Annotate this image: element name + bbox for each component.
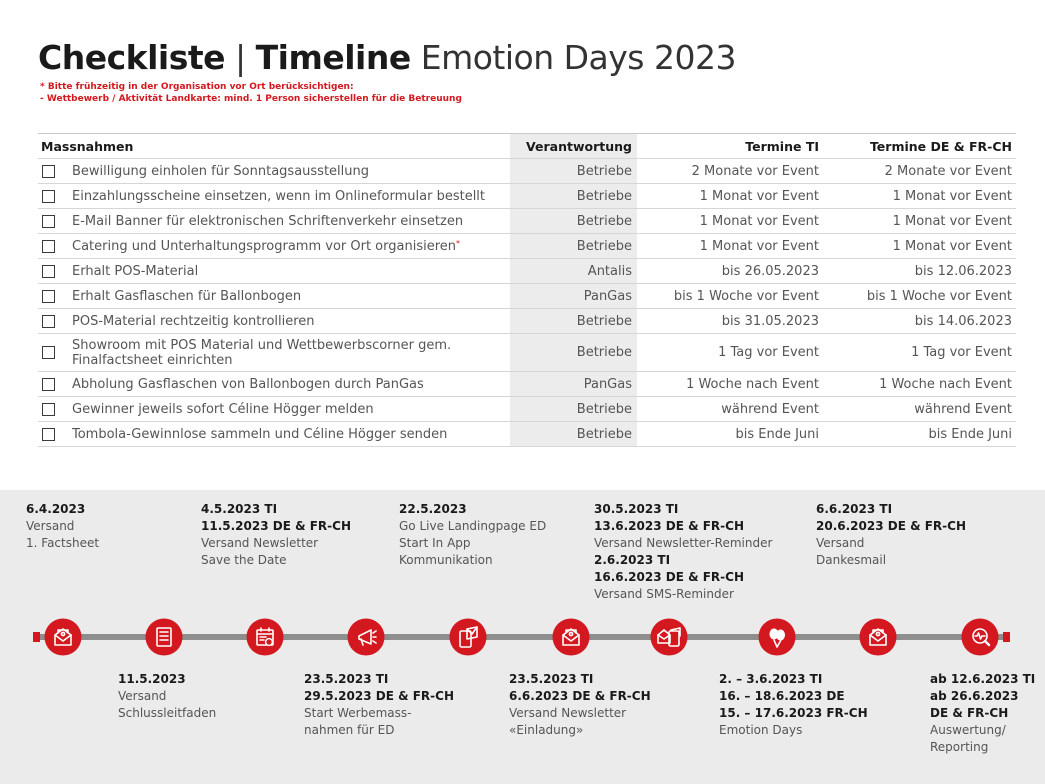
- competition-note: - Wettbewerb / Aktivität Landkarte: mind. 1 Person sicherstellen für die Betreuung: [40, 94, 462, 104]
- event-description: Versand Newsletter: [201, 536, 319, 550]
- termine-de-cell: 1 Tag vor Event: [825, 334, 1016, 372]
- task-checkbox[interactable]: [42, 315, 55, 328]
- termine-ti-cell: bis 26.05.2023: [637, 259, 825, 284]
- owner-cell: Betriebe: [510, 159, 637, 184]
- termine-de-cell: während Event: [825, 397, 1016, 422]
- task-cell: [38, 397, 510, 422]
- table-row: [38, 422, 1016, 447]
- event-description: Emotion Days: [719, 723, 803, 737]
- table-row: [38, 184, 1016, 209]
- event-date: 22.5.2023: [399, 502, 467, 516]
- task-checkbox[interactable]: [42, 165, 55, 178]
- calendar-icon: [246, 618, 284, 656]
- task-label: Showroom mit POS Material und Wettbewerbscorner gem. Finalfactsheet einrichten: [72, 337, 452, 368]
- task-label: Gewinner jeweils sofort Céline Högger melden: [72, 401, 374, 417]
- event-description: «Einladung»: [509, 723, 584, 737]
- event-date: 29.5.2023 DE & FR-CH: [304, 689, 454, 703]
- event-date: 16. – 18.6.2023 DE: [719, 689, 845, 703]
- event-description: Reporting: [930, 740, 989, 754]
- owner-cell: Betriebe: [510, 209, 637, 234]
- termine-ti-cell: bis 31.05.2023: [637, 309, 825, 334]
- event-description: Kommunikation: [399, 553, 493, 567]
- timeline-event: [304, 671, 454, 739]
- task-checkbox[interactable]: [42, 265, 55, 278]
- termine-de-cell: bis Ende Juni: [825, 422, 1016, 447]
- owner-cell: Betriebe: [510, 309, 637, 334]
- table-row: [38, 334, 1016, 372]
- timeline-end-cap: [1003, 632, 1010, 642]
- event-date: ab 12.6.2023 TI: [930, 672, 1036, 686]
- timeline-event: [399, 501, 546, 569]
- termine-de-cell: bis 1 Woche vor Event: [825, 284, 1016, 309]
- task-cell: [38, 234, 510, 259]
- table-row: [38, 234, 1016, 259]
- analytics-icon: [961, 618, 999, 656]
- owner-cell: Betriebe: [510, 397, 637, 422]
- termine-de-cell: 1 Monat vor Event: [825, 234, 1016, 259]
- task-checkbox[interactable]: [42, 378, 55, 391]
- task-cell: [38, 209, 510, 234]
- timeline-event: [719, 671, 868, 739]
- task-checkbox[interactable]: [42, 290, 55, 303]
- event-date: 11.5.2023 DE & FR-CH: [201, 519, 351, 533]
- event-date: 13.6.2023 DE & FR-CH: [594, 519, 744, 533]
- task-label: Erhalt POS-Material: [72, 263, 199, 279]
- email-mobile-icon: [650, 618, 688, 656]
- task-checkbox[interactable]: [42, 403, 55, 416]
- email-icon: [859, 618, 897, 656]
- event-description: Versand: [26, 519, 75, 533]
- termine-ti-cell: bis Ende Juni: [637, 422, 825, 447]
- termine-de-cell: 1 Monat vor Event: [825, 209, 1016, 234]
- document-list-icon: [145, 618, 183, 656]
- timeline-event: [26, 501, 99, 552]
- event-description: Versand SMS-Reminder: [594, 587, 734, 601]
- table-row: [38, 284, 1016, 309]
- task-checkbox[interactable]: [42, 428, 55, 441]
- table-row: [38, 372, 1016, 397]
- termine-ti-cell: 1 Tag vor Event: [637, 334, 825, 372]
- task-label: Bewilligung einholen für Sonntagsausstellung: [72, 163, 370, 179]
- event-description: Versand: [816, 536, 865, 550]
- event-date: 23.5.2023 TI: [509, 672, 594, 686]
- termine-ti-cell: während Event: [637, 397, 825, 422]
- termine-ti-cell: 1 Monat vor Event: [637, 184, 825, 209]
- termine-de-cell: 1 Monat vor Event: [825, 184, 1016, 209]
- task-cell: [38, 334, 510, 372]
- event-date: 2.6.2023 TI: [594, 553, 671, 567]
- event-date: 6.6.2023 DE & FR-CH: [509, 689, 651, 703]
- termine-de-cell: 1 Woche nach Event: [825, 372, 1016, 397]
- timeline-event: [509, 671, 651, 739]
- task-cell: [38, 284, 510, 309]
- footnote-star: *: [456, 238, 461, 248]
- table-row: [38, 259, 1016, 284]
- event-date: ab 26.6.2023: [930, 689, 1019, 703]
- task-label: Einzahlungsscheine einsetzen, wenn im Onlineformular bestellt: [72, 188, 486, 204]
- task-checkbox[interactable]: [42, 346, 55, 359]
- termine-ti-cell: bis 1 Woche vor Event: [637, 284, 825, 309]
- termine-ti-cell: 2 Monate vor Event: [637, 159, 825, 184]
- task-checkbox[interactable]: [42, 190, 55, 203]
- event-description: Dankesmail: [816, 553, 887, 567]
- task-label: Catering und Unterhaltungsprogramm vor Ort organisieren*: [72, 238, 461, 254]
- event-date: 20.6.2023 DE & FR-CH: [816, 519, 966, 533]
- task-cell: [38, 159, 510, 184]
- termine-de-cell: bis 12.06.2023: [825, 259, 1016, 284]
- owner-cell: Antalis: [510, 259, 637, 284]
- table-row: [38, 397, 1016, 422]
- owner-cell: Betriebe: [510, 422, 637, 447]
- timeline-event: [930, 671, 1035, 756]
- event-description: Start Werbemass-: [304, 706, 412, 720]
- task-cell: [38, 184, 510, 209]
- event-description: Versand Newsletter-Reminder: [594, 536, 773, 550]
- termine-ti-cell: 1 Woche nach Event: [637, 372, 825, 397]
- task-cell: [38, 372, 510, 397]
- timeline-event: [594, 501, 772, 603]
- event-date: 16.6.2023 DE & FR-CH: [594, 570, 744, 584]
- page-title: Checkliste | Timeline Emotion Days 2023: [38, 38, 736, 77]
- event-description: Versand Newsletter: [509, 706, 627, 720]
- termine-ti-cell: 1 Monat vor Event: [637, 234, 825, 259]
- owner-cell: Betriebe: [510, 334, 637, 372]
- event-date: 15. – 17.6.2023 FR-CH: [719, 706, 868, 720]
- timeline-event: [201, 501, 351, 569]
- task-label: Abholung Gasflaschen von Ballonbogen durch PanGas: [72, 376, 424, 392]
- event-description: Save the Date: [201, 553, 287, 567]
- column-header-termine-de-fr: Termine DE & FR-CH: [825, 134, 1016, 159]
- task-label: E-Mail Banner für elektronischen Schriftenverkehr einsetzen: [72, 213, 464, 229]
- email-icon: [44, 618, 82, 656]
- task-label: Tombola-Gewinnlose sammeln und Céline Högger senden: [72, 426, 448, 442]
- event-date: DE & FR-CH: [930, 706, 1009, 720]
- termine-de-cell: bis 14.06.2023: [825, 309, 1016, 334]
- column-header-verantwortung: Verantwortung: [510, 134, 637, 159]
- owner-cell: Betriebe: [510, 184, 637, 209]
- event-date: 30.5.2023 TI: [594, 502, 679, 516]
- task-checkbox[interactable]: [42, 240, 55, 253]
- organisation-note: * Bitte frühzeitig in der Organisation vor Ort berücksichtigen:: [40, 82, 354, 92]
- balloons-icon: [758, 618, 796, 656]
- event-date: 11.5.2023: [118, 672, 186, 686]
- timeline-event: [118, 671, 216, 722]
- email-icon: [552, 618, 590, 656]
- table-row: [38, 209, 1016, 234]
- owner-cell: PanGas: [510, 372, 637, 397]
- table-row: [38, 159, 1016, 184]
- task-cell: [38, 259, 510, 284]
- task-label: POS-Material rechtzeitig kontrollieren: [72, 313, 315, 329]
- task-cell: [38, 309, 510, 334]
- task-cell: [38, 422, 510, 447]
- event-description: nahmen für ED: [304, 723, 395, 737]
- event-date: 2. – 3.6.2023 TI: [719, 672, 823, 686]
- checklist-table: [38, 133, 1016, 447]
- termine-ti-cell: 1 Monat vor Event: [637, 209, 825, 234]
- event-description: Auswertung/: [930, 723, 1006, 737]
- event-date: 23.5.2023 TI: [304, 672, 389, 686]
- mobile-message-icon: [449, 618, 487, 656]
- termine-de-cell: 2 Monate vor Event: [825, 159, 1016, 184]
- table-row: [38, 309, 1016, 334]
- column-header-massnahmen: Massnahmen: [38, 134, 510, 159]
- owner-cell: Betriebe: [510, 234, 637, 259]
- event-description: 1. Factsheet: [26, 536, 100, 550]
- timeline-start-cap: [33, 632, 40, 642]
- owner-cell: PanGas: [510, 284, 637, 309]
- timeline-event: [816, 501, 966, 569]
- event-date: 4.5.2023 TI: [201, 502, 278, 516]
- task-checkbox[interactable]: [42, 215, 55, 228]
- event-description: Go Live Landingpage ED: [399, 519, 547, 533]
- event-description: Versand: [118, 689, 167, 703]
- megaphone-icon: [347, 618, 385, 656]
- event-description: Start In App: [399, 536, 471, 550]
- column-header-termine-ti: Termine TI: [637, 134, 825, 159]
- task-label: Erhalt Gasflaschen für Ballonbogen: [72, 288, 302, 304]
- event-date: 6.6.2023 TI: [816, 502, 893, 516]
- event-description: Schlussleitfaden: [118, 706, 217, 720]
- event-date: 6.4.2023: [26, 502, 86, 516]
- table-header-row: [38, 134, 1016, 159]
